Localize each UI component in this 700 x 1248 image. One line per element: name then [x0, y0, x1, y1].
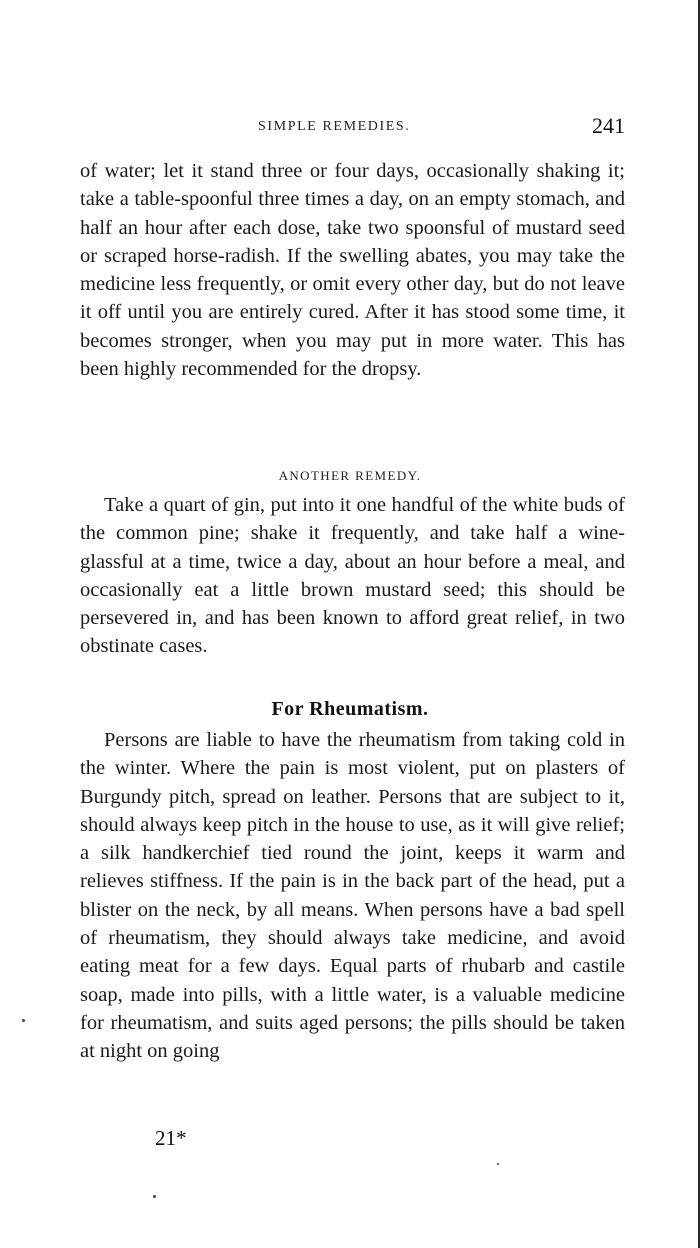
page-header: [80, 113, 625, 143]
ink-speck: [153, 1195, 156, 1198]
section-heading-rheumatism: For Rheumatism.: [271, 698, 429, 720]
page-number: 241: [592, 113, 625, 138]
running-head: SIMPLE REMEDIES.: [258, 119, 411, 134]
section-heading-another-remedy: ANOTHER REMEDY.: [278, 468, 422, 483]
body-paragraph-rheumatism: Persons are liable to have the rheumatism from taking cold in the winter. Where the pain is most violent, put on plasters of Burgundy pitch, spread on leather. Persons that are subject to it, should always keep pitch in the house to use, as it will give relief; a silk handkerchief tied round the joint, keeps it warm and relieves stiffness. If the pain is in the back part of the head, put a blister on the neck, by all means. When persons have a bad spell of rheumatism, they should always take medicine, and avoid eating meat for a few days. Equal parts of rhubarb and castile soap, made into pills, with a little water, is a valuable medicine for rheumatism, and suits aged persons; the pills should be taken at night on going: [80, 729, 625, 1063]
ink-speck: [497, 1163, 499, 1165]
ink-speck: [22, 1019, 25, 1022]
body-paragraph-another-remedy: Take a quart of gin, put into it one handful of the white buds of the common pine; shake it frequently, and take half a wine-glassful at a time, twice a day, about an hour before a meal, and occasionally eat a little brown mustard seed; this should be persevered in, and has been known to afford great relief, in two obstinate cases.: [80, 494, 625, 658]
signature-mark: 21*: [155, 1126, 187, 1150]
body-paragraph-dropsy: of water; let it stand three or four days, occasionally shaking it; take a table-spoonful three times a day, on an empty stomach, and half an hour after each dose, take two spoonsful of mustard seed or scraped horse-radish. If the swelling abates, you may take the medicine less frequently, or omit every other day, but do not leave it off until you are entirely cured. After it has stood some time, it becomes stronger, when you may put in more water. This has been highly recommended for the dropsy.: [80, 160, 625, 381]
